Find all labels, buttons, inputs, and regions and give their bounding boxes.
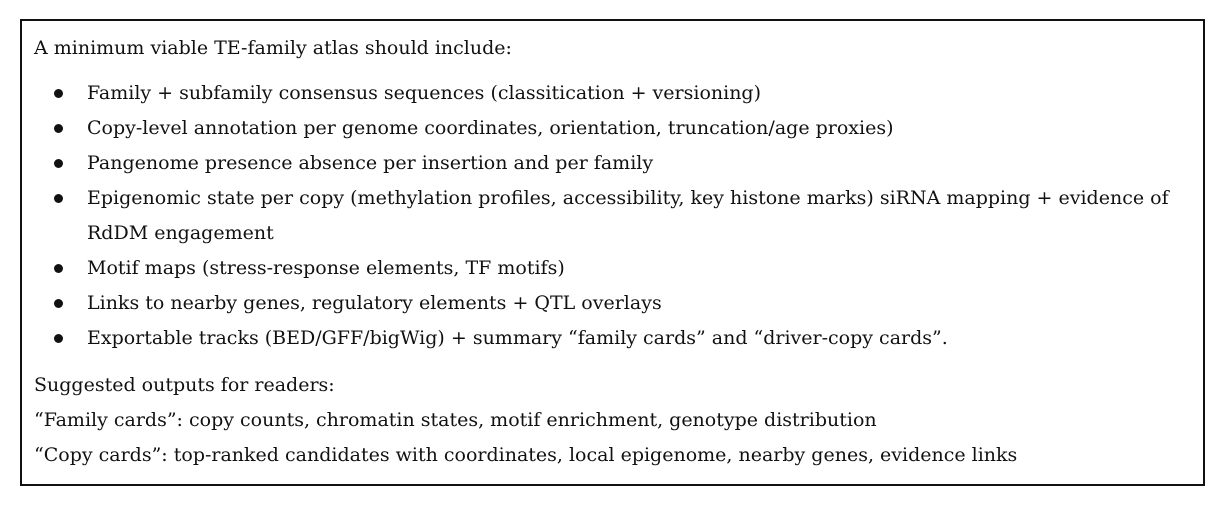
- list-item: [34, 146, 1203, 181]
- list-item-text: Epigenomic state per copy (methylation profiles, accessibility, key histone marks) siRNA mapping + evidence of: [87, 187, 1169, 209]
- atlas-info-box: [20, 19, 1205, 486]
- intro-text: A minimum viable TE-family atlas should include:: [34, 37, 512, 59]
- list-item: [34, 181, 1203, 251]
- copy-cards-text: “Copy cards”: top-ranked candidates with coordinates, local epigenome, nearby genes, evidence links: [34, 444, 1018, 466]
- list-item: [34, 321, 1203, 356]
- list-item: [34, 76, 1203, 111]
- bullet-icon: [54, 194, 63, 203]
- list-item: [34, 251, 1203, 286]
- list-item-text: Family + subfamily consensus sequences (classitication + versioning): [87, 82, 762, 104]
- bullet-icon: [54, 334, 63, 343]
- list-item: [34, 111, 1203, 146]
- list-item: [34, 286, 1203, 321]
- bullet-icon: [54, 89, 63, 98]
- family-cards-text: “Family cards”: copy counts, chromatin states, motif enrichment, genotype distribution: [34, 409, 877, 431]
- atlas-requirements-list: [34, 76, 1203, 356]
- list-item-text: Pangenome presence absence per insertion and per family: [87, 152, 654, 174]
- bullet-icon: [54, 299, 63, 308]
- list-item-text: Copy-level annotation per genome coordinates, orientation, truncation/age proxies): [87, 117, 894, 139]
- bullet-icon: [54, 264, 63, 273]
- bullet-icon: [54, 124, 63, 133]
- list-item-text: Exportable tracks (BED/GFF/bigWig) + summary “family cards” and “driver-copy cards”.: [87, 327, 948, 349]
- bullet-icon: [54, 159, 63, 168]
- list-item-text-continuation: RdDM engagement: [87, 222, 274, 244]
- suggested-outputs: [34, 368, 1203, 473]
- list-item-text: Links to nearby genes, regulatory elements + QTL overlays: [87, 292, 662, 314]
- list-item-text: Motif maps (stress-response elements, TF motifs): [87, 257, 565, 279]
- outputs-heading: Suggested outputs for readers:: [34, 374, 335, 396]
